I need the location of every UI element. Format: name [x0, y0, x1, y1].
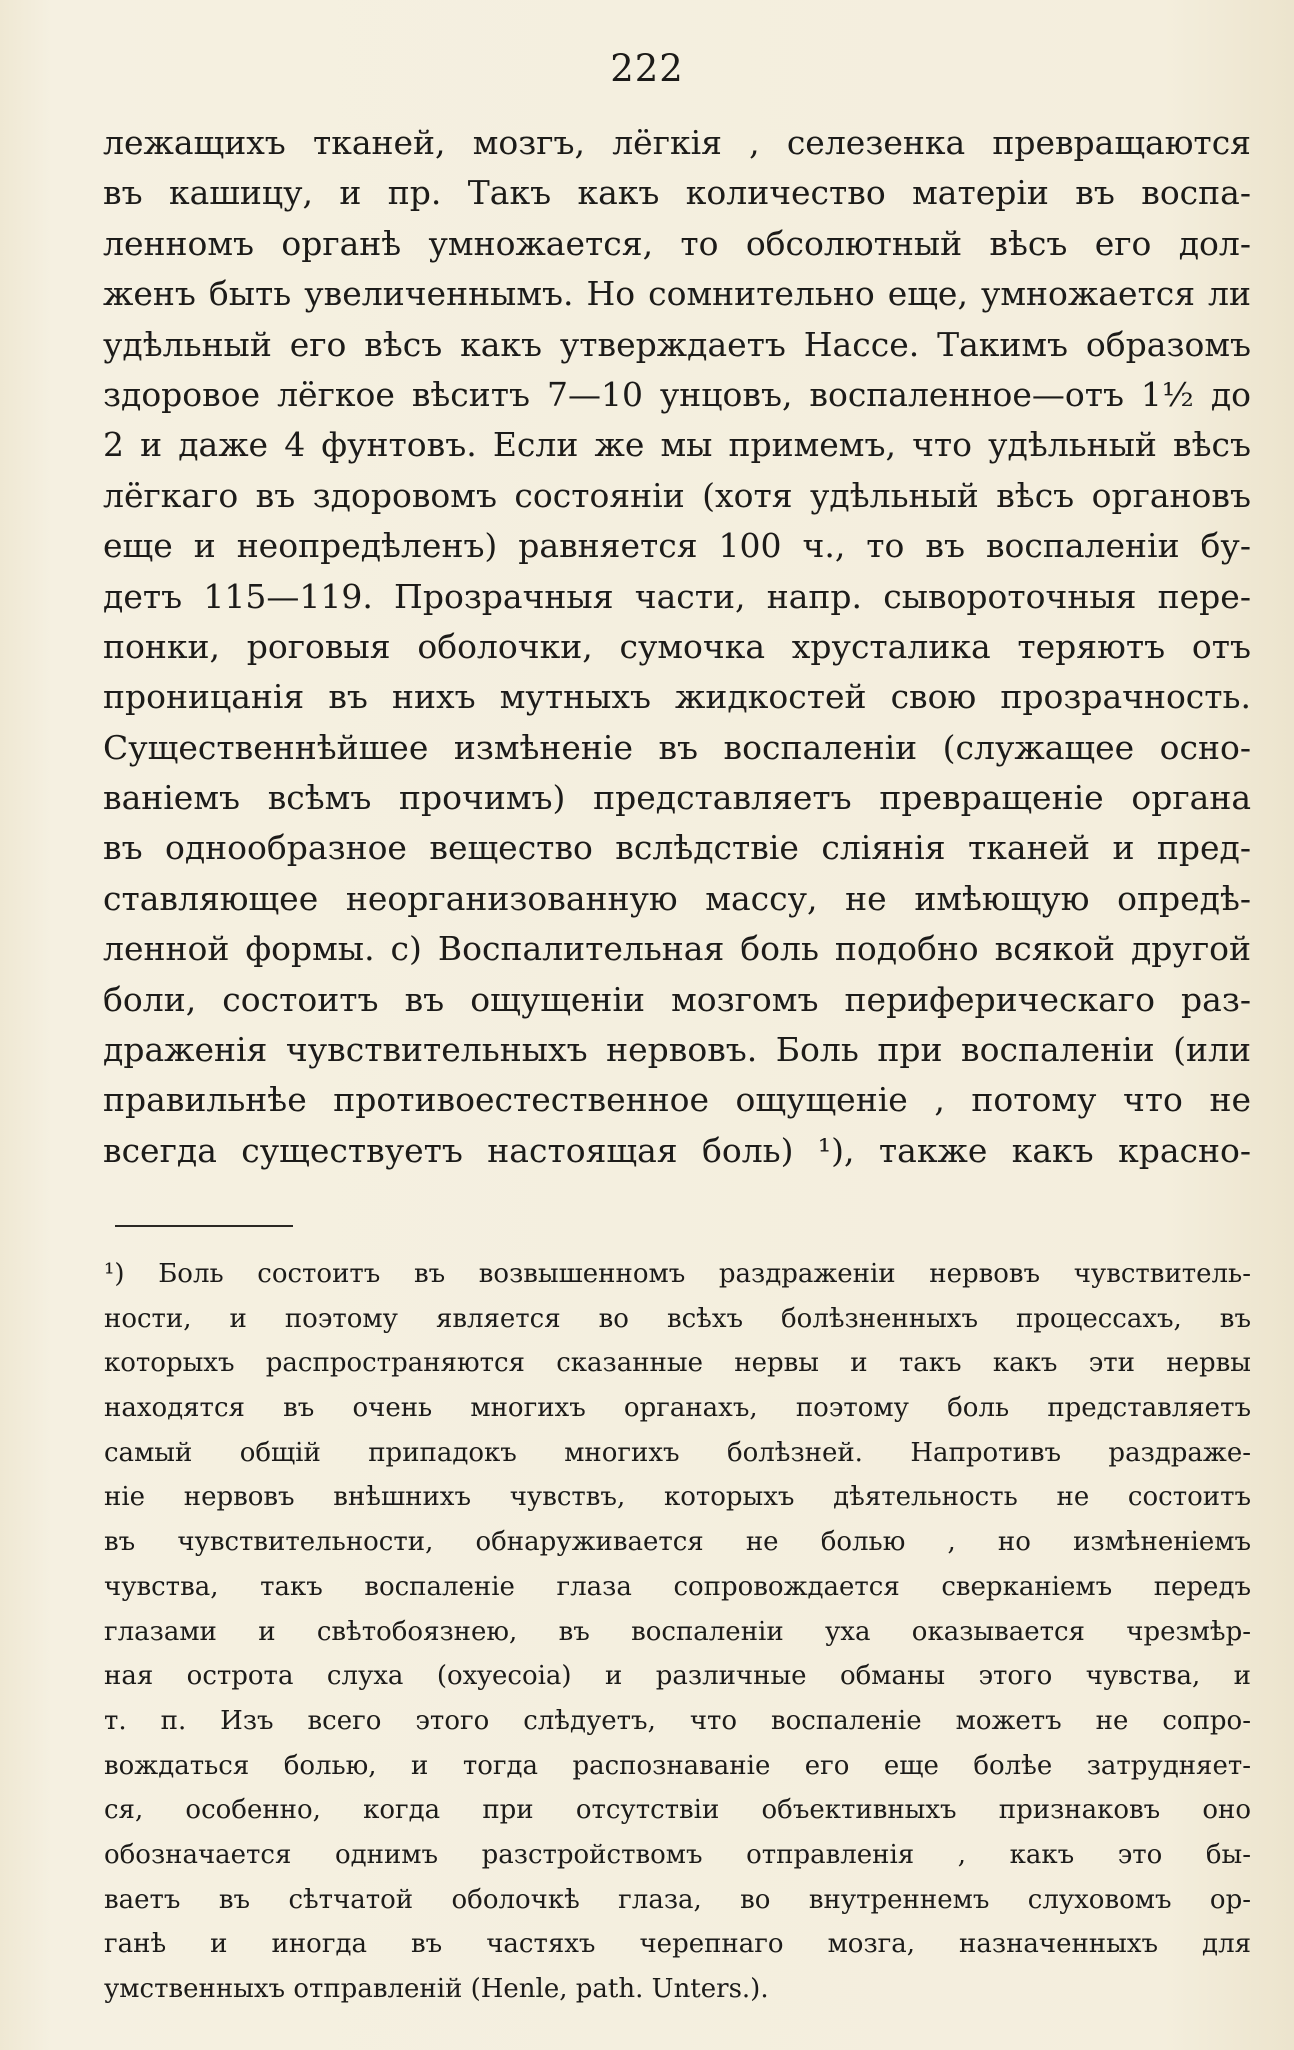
page-number: 222: [610, 47, 684, 90]
body-line-17: ленной формы. c) Воспалительная боль подобно всякой другой: [103, 929, 1251, 969]
footnote-line-12: вождаться болью, и тогда распознаванiе его еще болѣе затрудняет-: [104, 1750, 1251, 1781]
body-line-6: здоровое лёгкое вѣситъ 7—10 унцовъ, воспаленное—отъ 1½ до: [103, 374, 1251, 414]
footnote-line-11: т. п. Изъ всего этого слѣдуетъ, что воспаленiе можетъ не сопро-: [104, 1705, 1251, 1736]
body-line-20: правильнѣе противоестественное ощущенiе , потому что не: [103, 1080, 1251, 1120]
body-line-13: Существеннѣйшее измѣненiе въ воспаленiи (служащее осно-: [103, 727, 1251, 767]
footnote-line-17: умственныхъ отправленiй (Henle, path. Unters.).: [104, 1974, 769, 2004]
footnote-line-3: которыхъ распространяются сказанные нервы и такъ какъ эти нервы: [104, 1348, 1251, 1379]
body-line-10: детъ 115—119. Прозрачныя части, напр. сывороточныя пере-: [103, 576, 1251, 616]
footnote-line-13: ся, особенно, когда при отсутствiи объективныхъ признаковъ оно: [104, 1795, 1251, 1826]
body-line-4: женъ быть увеличеннымъ. Но сомнительно еще, умножается ли: [103, 274, 1251, 314]
body-line-18: боли, состоитъ въ ощущенiи мозгомъ периферическаго раз-: [103, 979, 1251, 1019]
footnote-line-10: ная острота слуха (oxyecoia) и различные обманы этого чувства, и: [104, 1661, 1251, 1692]
body-line-19: драженiя чувствительныхъ нервовъ. Боль при воспаленiи (или: [103, 1030, 1251, 1070]
footnote-block: [104, 1252, 1251, 2012]
footnote-line-14: обозначается однимъ разстройствомъ отправленiя , какъ это бы-: [104, 1839, 1251, 1870]
footnote-line-1: ¹) Боль состоитъ въ возвышенномъ раздраженiи нервовъ чувствитель-: [104, 1259, 1251, 1289]
body-line-5: удѣльный его вѣсъ какъ утверждаетъ Нассе. Такимъ образомъ: [103, 324, 1251, 364]
body-line-3: ленномъ органѣ умножается, то обсолютный вѣсъ его дол-: [103, 223, 1251, 263]
footnote-line-6: нiе нервовъ внѣшнихъ чувствъ, которыхъ дѣятельность не состоитъ: [104, 1482, 1251, 1513]
body-line-8: лёгкаго въ здоровомъ состоянiи (хотя удѣльный вѣсъ органовъ: [103, 475, 1251, 515]
footnote-line-5: самый общiй припадокъ многихъ болѣзней. Напротивъ раздраже-: [104, 1437, 1251, 1468]
body-line-11: понки, роговыя оболочки, сумочка хрусталика теряютъ отъ: [103, 626, 1251, 666]
footnote-line-4: находятся въ очень многихъ органахъ, поэтому боль представляетъ: [104, 1393, 1251, 1424]
body-line-16: ставляющее неорганизованную массу, не имѣющую опредѣ-: [103, 878, 1251, 918]
body-line-15: въ однообразное вещество вслѣдствiе слiянiя тканей и пред-: [103, 828, 1251, 868]
main-text-block: [103, 118, 1251, 1176]
footnote-line-9: глазами и свѣтобоязнею, въ воспаленiи уха оказывается чрезмѣр-: [104, 1616, 1251, 1647]
body-line-2: въ кашицу, и пр. Такъ какъ количество матерiи въ воспа-: [103, 173, 1251, 213]
body-line-12: проницанiя въ нихъ мутныхъ жидкостей свою прозрачность.: [103, 677, 1251, 717]
footnote-line-7: въ чувствительности, обнаруживается не болью , но измѣненiемъ: [104, 1527, 1251, 1558]
body-line-21: всегда существуетъ настоящая боль) ¹), также какъ красно-: [103, 1130, 1251, 1170]
footnote-line-16: ганѣ и иногда въ частяхъ черепнаго мозга, назначенныхъ для: [104, 1929, 1251, 1960]
body-line-14: ванiемъ всѣмъ прочимъ) представляетъ превращенiе органа: [103, 778, 1251, 818]
footnote-line-8: чувства, такъ воспаленiе глаза сопровождается сверканiемъ передъ: [104, 1571, 1251, 1602]
body-line-1: лежащихъ тканей, мозгъ, лёгкiя , селезенка превращаются: [103, 123, 1251, 162]
footnote-line-2: ности, и поэтому является во всѣхъ болѣзненныхъ процессахъ, въ: [104, 1303, 1251, 1334]
footnote-divider: [115, 1225, 293, 1227]
body-line-7: 2 и даже 4 фунтовъ. Если же мы примемъ, что удѣльный вѣсъ: [103, 425, 1251, 465]
body-line-9: еще и неопредѣленъ) равняется 100 ч., то въ воспаленiи бу-: [103, 526, 1251, 566]
footnote-line-15: ваетъ въ сѣтчатой оболочкѣ глаза, во внутреннемъ слуховомъ ор-: [104, 1884, 1251, 1915]
